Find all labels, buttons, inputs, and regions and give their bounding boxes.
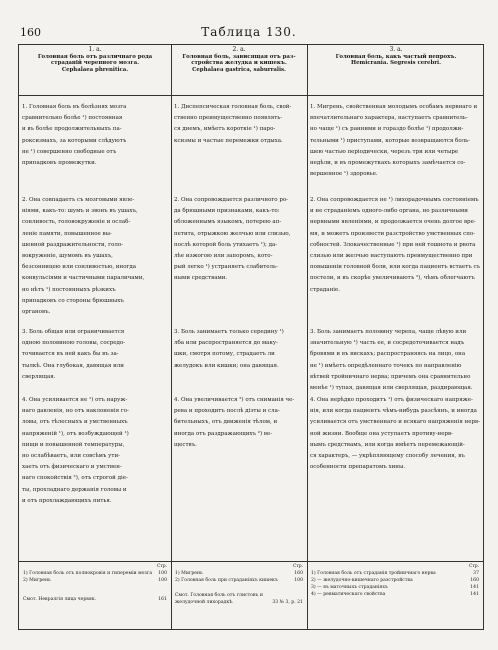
cell-row2-col3: 2. Она сопровождается не ¹) лихорадочнымъ состояніемъ и не страданіемъ одного-либо органа, но различными нервными явленіями, и продолжается очень долгое вре- мя, и можетъ произвести разстройство умственных спо- собностей. Злокачественные ¹) при ней тошнота и рвота слизью или желчью наступаютъ преимущественно при повышеніи головной боли, или когда пациентъ встаетъ съ постели, и въ скорѣе увеличиваютъ ²), чѣмъ облегчаютъ страданіе. <box>310 197 481 293</box>
cell-row1-col3: 1. Мигрень, свойственная молодымъ особамъ нервнаго и впечатлительнаго характера, наступаетъ сравнитель- но чаще ¹) съ ранними и гораздо болѣе ¹) продолжи- тельными ¹) приступами, которые возвращаются боль- шею частью періодически, черезъ три или четыре недѣли, и въ промежуткахъ которыхъ замѣчается со- вершенное ¹) здоровье. <box>310 104 478 178</box>
cell-row2-col1: 2. Она совпадаетъ съ мозговыми явле- ніями, какъ-то: шумъ и звонъ въ ушахъ, сонливость, головокруженіе и ослаб- леніе памяти, повышенное вы- шенной раздражительности, голо- вокруженіе, шумомъ въ ушахъ, безсонницею или сонливостью, иногда конвульсіями и частичными параличами, но нѣтъ ¹) постоянныхъ рѣзкихъ припадковъ со стороны брюшныхъ органовъ. <box>22 197 145 316</box>
column-divider <box>171 45 172 629</box>
cell-row3-col3: 3. Боль занимаетъ половину черепа, чаще лѣвую или значительную ¹) часть ее, и сосредоточивается надъ бровями и въ вискахъ; распространяясь на лицо, она не ¹) имѣетъ опредѣленнаго точекъ по направленію вѣтвей тройничнаго нерва; причемъ она сравнительно менѣе ¹) тупая, давящая или сверлящая, раздирающая. <box>310 329 473 392</box>
footnote-separator <box>19 561 483 562</box>
cell-row3-col1: 3. Боль общая или ограничивается одною половиною головы, сосредо- точивается въ ней какъ бы въ за- тылкѣ. Она глубокая, давящая или сверлящая. <box>22 329 126 380</box>
comparison-table <box>18 44 484 630</box>
column-header-3: 3. а. Головная боль, какъ частый непрохъ. Hemicrania. Segresis cerebri. <box>335 46 457 67</box>
cell-row4-col1: 4. Она усиливается не ¹) отъ наруж- наго давленія, но отъ наклоненія го- ловы, отъ тѣлесныхъ и умственныхъ напряженій ¹), отъ возбуждающей ¹) пищи и повышенной температуры, но ослабѣваетъ, или совсѣмъ ути- хаетъ отъ физическаго и умствен- наго спокойствія ²), отъ строгой діе- ты, прохладнаго держанія головы и и отъ прохлаждающихъ питья. <box>22 397 129 504</box>
footnotes-col1: Стр. 1) Головная боль отъ полнокровія и гиперемiи мозга 100 2) Мигрень 100 Смот. Невралгія лица червяк. 161 <box>23 564 167 602</box>
table-header <box>19 45 483 96</box>
column-header-1: 1. а. Головная боль отъ различнаго рода страданій черепного мозга. Cephalaea phrenitica. <box>37 46 153 73</box>
cell-row2-col2: 2. Она сопровождается различного ро- да брюшными признаками, какъ-то: обложеннымъ языкомъ, потерею ап- петита, отрыжкою желчью или слизью, послѣ которой боль утихаетъ ¹); да- лѣе изжогою или запоромъ, кото- рый легко ¹) устраняетъ слабитель- ными средствами. <box>174 197 291 282</box>
cell-row1-col2: 1. Диспепсическая головная боль, свой- ственно преимущественно появлять- ся днемъ, имѣетъ короткіе ¹) паро- ксизмы и частые перемежки отдыха. <box>174 104 292 144</box>
footnotes-col2: Стр. 1) Мигрень 160 2) Головная боль при страданіяхъ кишекъ 100 Смот. Головная боль отъ глистовъ и желудочной лихорадкѣ. 33 № 3, р. 21 <box>175 564 303 605</box>
cell-row4-col2: 4. Она увеличивается ²) отъ сниманія че- рева и проходитъ послѣ діэты и сла- бительныхъ, отъ движенія тѣлом, и иногда отъ раздражающихъ ²) ве- ществъ. <box>174 397 295 448</box>
footnotes-col3: Стр. 1) Головная боль отъ страданія тройничнаго нерва 37 2) — желудочно-кишечнаго разстройства 160 3) — въ маточныхъ страданіяхъ 141 4) — ревматическаго свойства 141 <box>311 564 479 597</box>
column-header-2: 2. а. Головная боль, зависящая отъ раз- стройства желудка и кишекъ. Cephalaea gastrica, saburralis. <box>182 46 296 73</box>
cell-row1-col1: 1. Головная боль въ болѣзнях мозга сравнительно болѣе ¹) постоянная и въ болѣе продолжительныхъ па- роксизмахъ, за которыми слѣдуютъ не ¹) совершенно свободные отъ припадковъ промежутки. <box>22 104 127 167</box>
cell-row3-col2: 3. Боль занимаетъ только середину ¹) лба или распространяется до маку- шки, смотря потому, страдаетъ ли желудокъ или кишки; она давящая. <box>174 329 284 369</box>
page-number: 160 <box>20 26 41 39</box>
column-divider <box>307 45 308 629</box>
page-title: Таблица 130. <box>201 25 297 39</box>
cell-row4-col3: 4. Она нерѣдко проходитъ ¹) отъ физическаго напряже- нія, или когда пациентъ чѣмъ-нибудь разсѣянъ, и иногда усиливается отъ умственнаго и всякаго напряженія нерв- ной жизни. Вообще она уступаетъ противу-нерв- нымъ средствамъ, или когда имѣетъ перемежающій- ся характеръ, — укрѣпляющему способу лечения, въ особенности препаратомъ хины. <box>310 397 480 471</box>
